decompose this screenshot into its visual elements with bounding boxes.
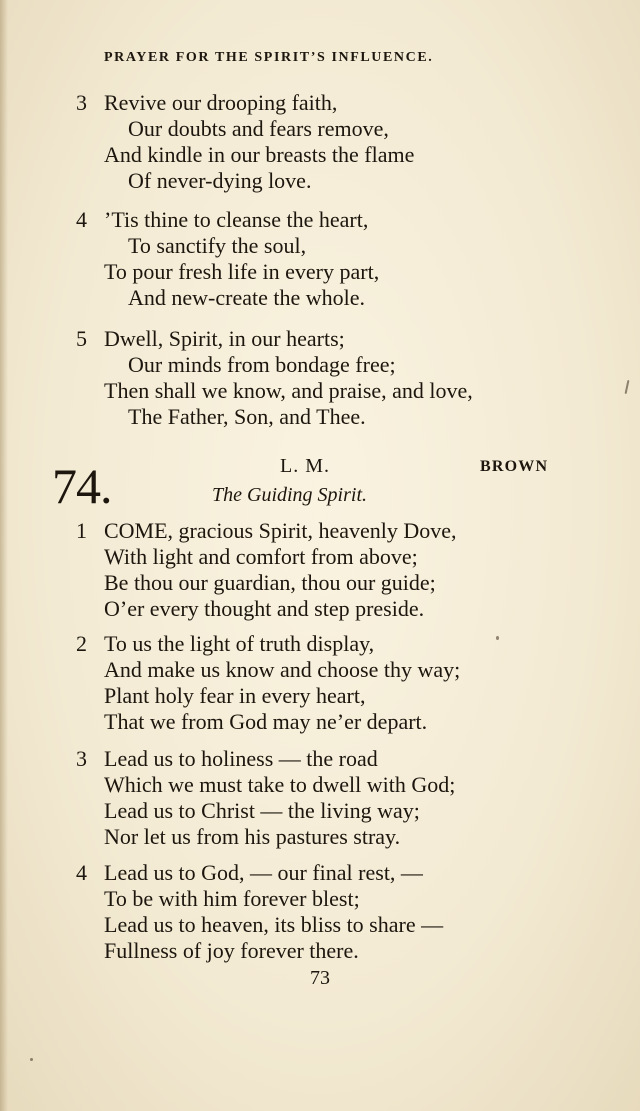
paper-speck: [625, 380, 630, 394]
verse-number: 3: [76, 746, 87, 771]
verse-line: [76, 798, 576, 824]
verse-line: [76, 657, 576, 683]
verse-text: Lead us to holiness — the road: [104, 746, 378, 771]
verse-line: [76, 116, 576, 142]
prev-hymn-verse-4: [76, 207, 576, 311]
verse-number: 1: [76, 518, 87, 543]
hymn-meter: L. M.: [280, 455, 330, 477]
running-head: PRAYER FOR THE SPIRIT’S INFLUENCE.: [104, 50, 434, 65]
verse-line: [76, 207, 576, 233]
verse-text: COME, gracious Spirit, heavenly Dove,: [104, 518, 457, 543]
verse-text: Be thou our guardian, thou our guide;: [104, 570, 436, 595]
verse-text: Lead us to heaven, its bliss to share —: [104, 912, 444, 937]
hymn-verse-4: [76, 860, 576, 964]
prev-hymn-verse-3: [76, 90, 576, 194]
verse-text: Lead us to God, — our final rest, —: [104, 860, 423, 885]
verse-line: [76, 544, 576, 570]
page-edge-shadow: [0, 0, 8, 1111]
hymn-number: 74.: [52, 458, 112, 514]
verse-line: [76, 772, 576, 798]
verse-line: [76, 90, 576, 116]
hymn-verse-2: [76, 631, 576, 735]
verse-text: To pour fresh life in every part,: [104, 259, 380, 284]
paper-speck: [30, 1058, 33, 1061]
verse-text: ’Tis thine to cleanse the heart,: [104, 207, 369, 232]
verse-line: [76, 886, 576, 912]
verse-text: To sanctify the soul,: [128, 233, 307, 258]
verse-line: [76, 596, 576, 622]
verse-text: Fullness of joy forever there.: [104, 938, 359, 963]
verse-line: [76, 709, 576, 735]
verse-text: Which we must take to dwell with God;: [104, 772, 456, 797]
verse-line: [76, 378, 576, 404]
prev-hymn-verse-5: [76, 326, 576, 430]
verse-line: [76, 404, 576, 430]
hymn-tune: BROWN: [480, 458, 549, 475]
verse-line: [76, 912, 576, 938]
verse-text: Plant holy fear in every heart,: [104, 683, 366, 708]
verse-line: [76, 746, 576, 772]
verse-text: O’er every thought and step preside.: [104, 596, 425, 621]
verse-line: [76, 233, 576, 259]
verse-line: [76, 570, 576, 596]
verse-number: 3: [76, 90, 87, 115]
paper-speck: [496, 636, 499, 640]
verse-line: [76, 285, 576, 311]
verse-text: Lead us to Christ — the living way;: [104, 798, 420, 823]
verse-line: [76, 631, 576, 657]
verse-line: [76, 683, 576, 709]
verse-number: 2: [76, 631, 87, 656]
verse-line: [76, 824, 576, 850]
verse-text: The Father, Son, and Thee.: [128, 404, 366, 429]
verse-text: Nor let us from his pastures stray.: [104, 824, 401, 849]
verse-text: Of never-dying love.: [128, 168, 312, 193]
verse-line: [76, 142, 576, 168]
verse-line: [76, 938, 576, 964]
verse-text: Our doubts and fears remove,: [128, 116, 389, 141]
page-number: 73: [310, 967, 330, 989]
hymn-verse-1: [76, 518, 576, 622]
hymn-verse-3: [76, 746, 576, 850]
verse-line: [76, 326, 576, 352]
verse-text: Dwell, Spirit, in our hearts;: [104, 326, 345, 351]
verse-line: [76, 352, 576, 378]
verse-line: [76, 259, 576, 285]
verse-text: Revive our drooping faith,: [104, 90, 338, 115]
verse-line: [76, 518, 576, 544]
verse-number: 4: [76, 860, 87, 885]
verse-text: And make us know and choose thy way;: [104, 657, 461, 682]
verse-text: And kindle in our breasts the flame: [104, 142, 415, 167]
verse-text: To us the light of truth display,: [104, 631, 375, 656]
verse-text: And new-create the whole.: [128, 285, 366, 310]
verse-text: To be with him forever blest;: [104, 886, 360, 911]
verse-number: 4: [76, 207, 87, 232]
verse-line: [76, 860, 576, 886]
verse-line: [76, 168, 576, 194]
hymn-title: The Guiding Spirit.: [212, 484, 368, 506]
verse-text: Our minds from bondage free;: [128, 352, 396, 377]
verse-text: With light and comfort from above;: [104, 544, 418, 569]
verse-text: Then shall we know, and praise, and love,: [104, 378, 473, 403]
verse-text: That we from God may ne’er depart.: [104, 709, 428, 734]
verse-number: 5: [76, 326, 87, 351]
